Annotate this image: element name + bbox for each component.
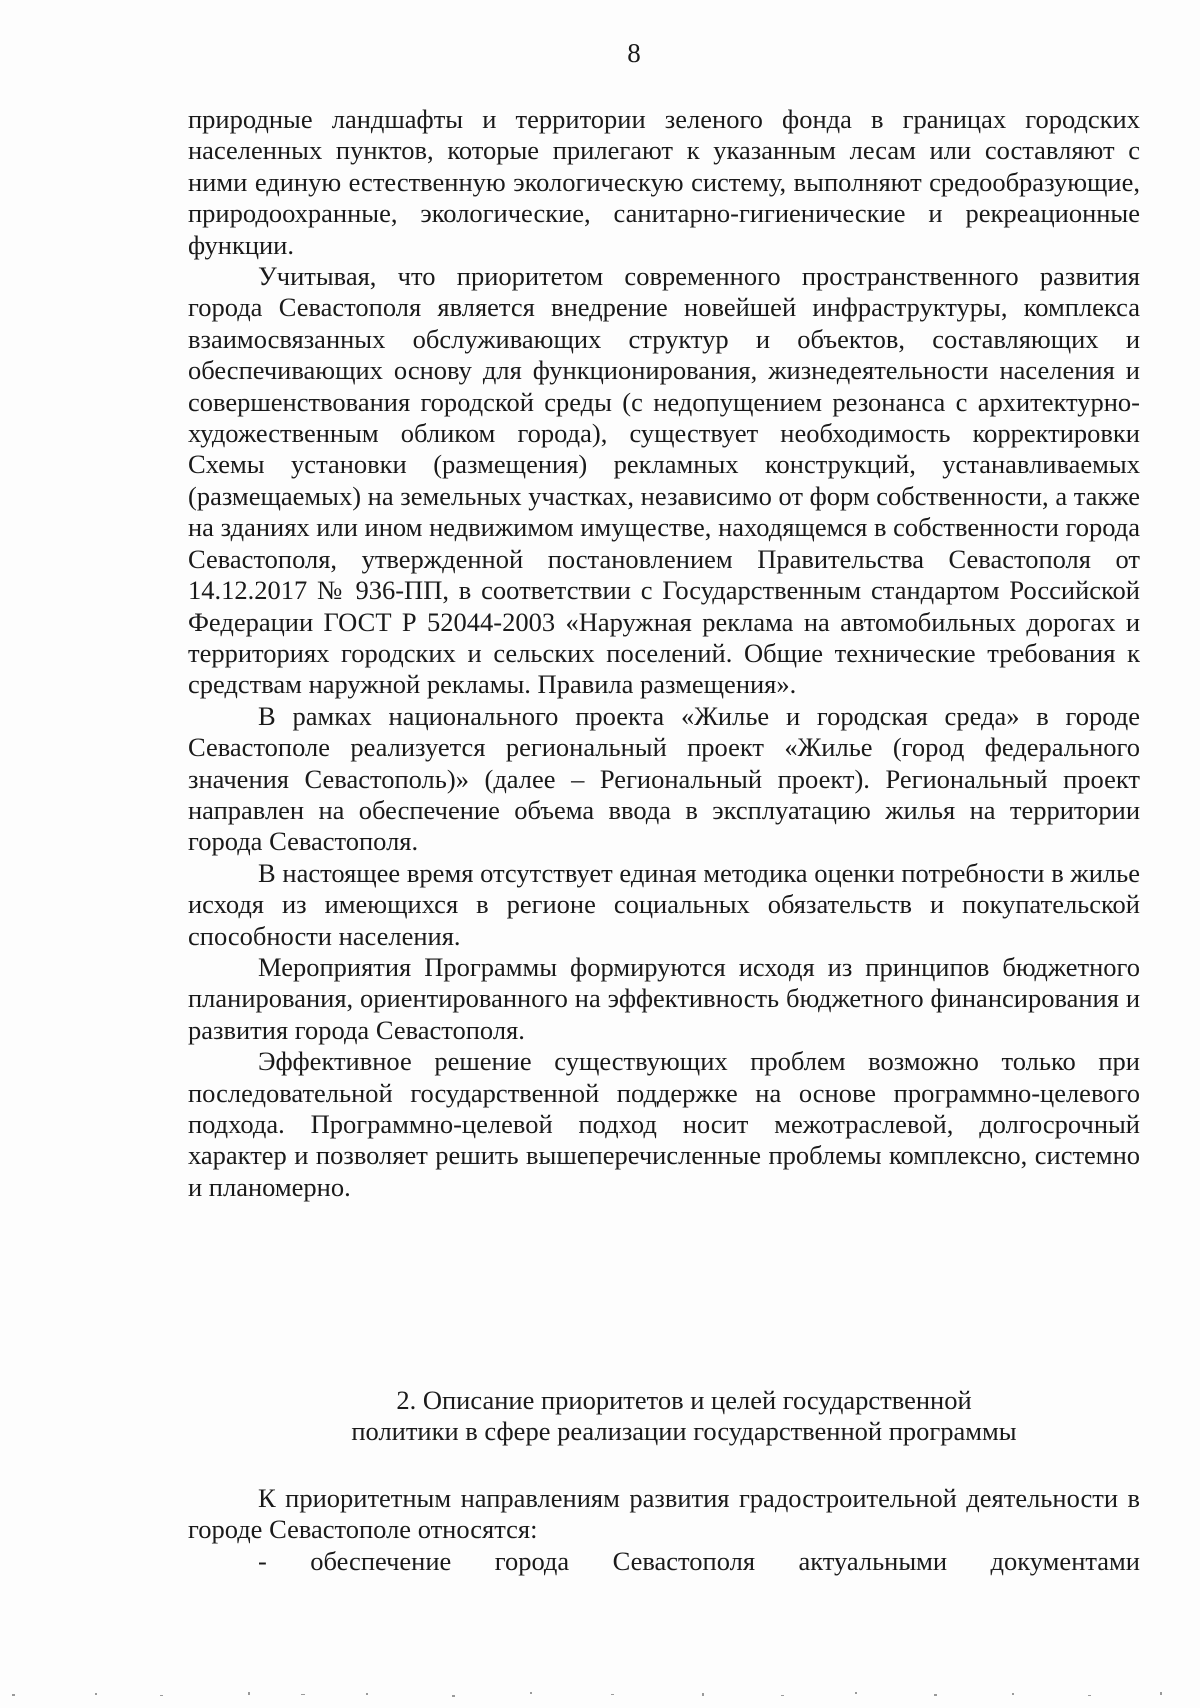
paragraph-1: природные ландшафты и территории зеленого фонда в границах городских населенных пунктов, которые прилегают к указанным лесам или составляют с ними единую естественную экологическую систему, выполняют средообразующие, природоохранные, экологические, санитарно-гигиенические и рекреационные функции.	[188, 104, 1140, 260]
scan-noise-decoration	[0, 1690, 1200, 1698]
paragraph-3: В рамках национального проекта «Жилье и городская среда» в городе Севастополе реализуется региональный проект «Жилье (город федерального значения Севастополь)» (далее – Региональный проект). Региональный проект направлен на обеспечение объема ввода в эксплуатацию жилья на территории города Севастополя.	[188, 700, 1140, 857]
paragraph-5: Мероприятия Программы формируются исходя из принципов бюджетного планирования, ориентированного на эффективность бюджетного финансирования и развития города Севастополя.	[188, 951, 1140, 1045]
section-heading-line-1: 2. Описание приоритетов и целей государственной	[396, 1385, 972, 1415]
paragraph-4: В настоящее время отсутствует единая методика оценки потребности в жилье исходя из имеющихся в регионе социальных обязательств и покупательской способности населения.	[188, 857, 1140, 951]
section-body	[188, 1483, 1140, 1577]
section-heading-line-2: политики в сфере реализации государственной программы	[351, 1416, 1017, 1447]
section-paragraph-1: К приоритетным направлениям развития градостроительной деятельности в городе Севастополе относятся:	[188, 1483, 1140, 1545]
document-body	[188, 104, 1140, 1203]
paragraph-6: Эффективное решение существующих проблем возможно только при последовательной государственной поддержке на основе программно-целевого подхода. Программно-целевой подход носит межотраслевой, долгосрочный характер и позволяет решить вышеперечисленные проблемы комплексно, системно и планомерно.	[188, 1046, 1140, 1202]
page-number: 8	[627, 38, 641, 68]
section-heading	[188, 1385, 1140, 1448]
section-paragraph-2: - обеспечение города Севастополя актуальными документами	[258, 1545, 1140, 1576]
paragraph-2: Учитывая, что приоритетом современного пространственного развития города Севастополя является внедрение новейшей инфраструктуры, комплекса взаимосвязанных обслуживающих структур и объектов, составляющих и обеспечивающих основу для функционирования, жизнедеятельности населения и совершенствования городской среды (с недопущением резонанса с архитектурно-художественным обликом города), существует необходимость корректировки Схемы установки (размещения) рекламных конструкций, устанавливаемых (размещаемых) на земельных участках, независимо от форм собственности, а также на зданиях или ином недвижимом имуществе, находящемся в собственности города Севастополя, утвержденной постановлением Правительства Севастополя от 14.12.2017 № 936-ПП, в соответствии с Государственным стандартом Российской Федерации ГОСТ Р 52044-2003 «Наружная реклама на автомобильных дорогах и территориях городских и сельских поселений. Общие технические требования к средствам наружной рекламы. Правила размещения».	[188, 261, 1140, 700]
